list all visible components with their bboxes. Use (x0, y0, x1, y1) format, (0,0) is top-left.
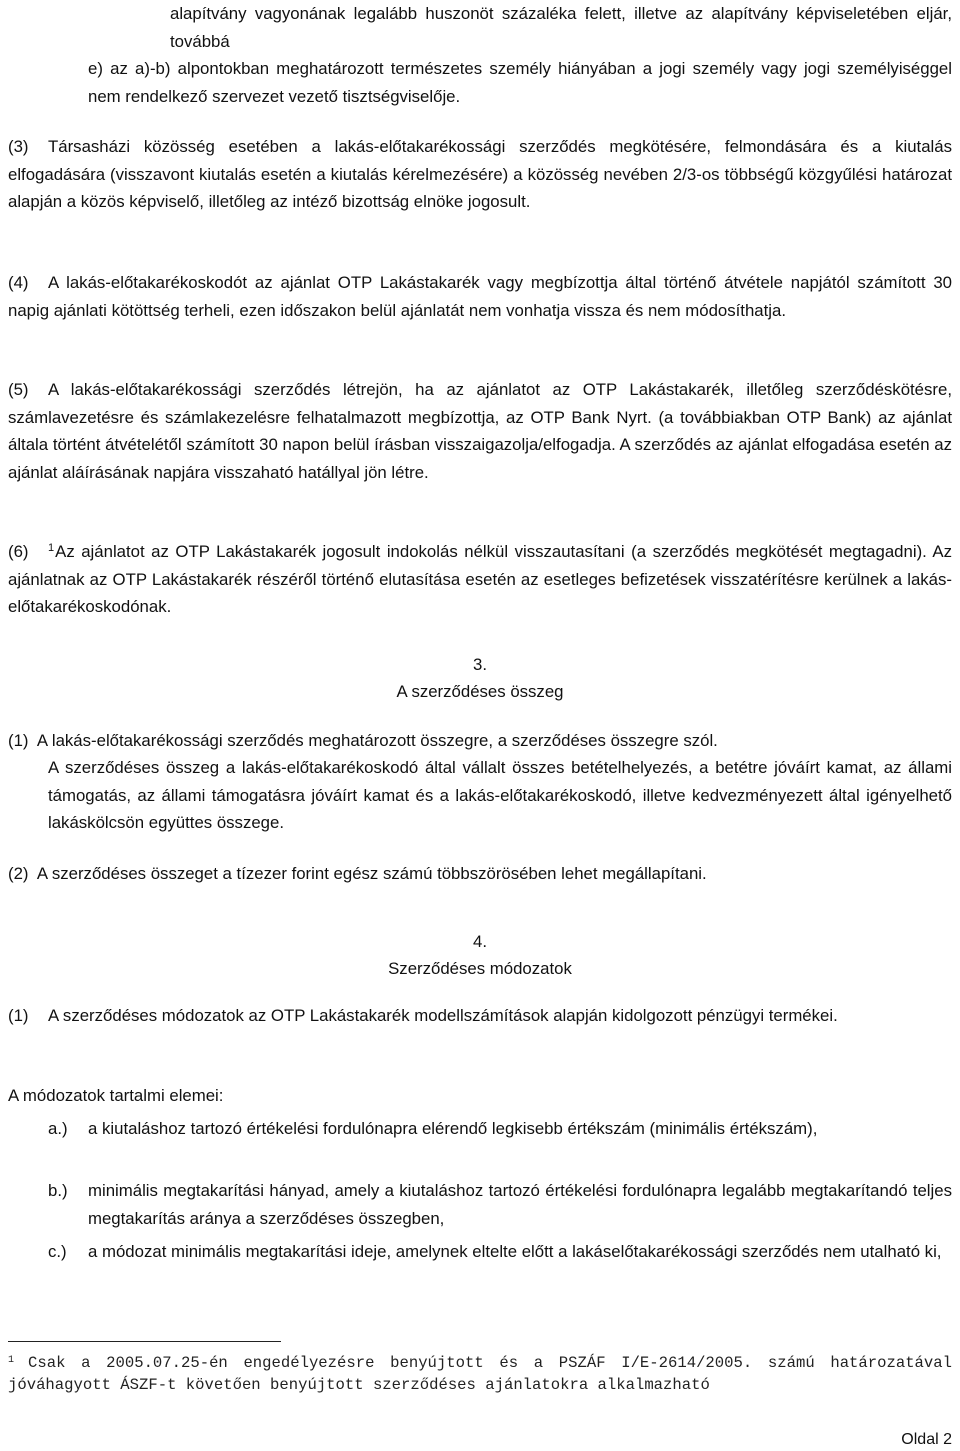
paragraph-text: A lakás-előtakarékossági szerződés meghatározott összegre, a szerződéses összegre szól. (36, 731, 718, 750)
continuation-paragraph (170, 0, 952, 55)
paragraph-text: A lakás-előtakarékossági szerződés létrejön, ha az ajánlatot az OTP Lakástakarék, illetőleg szerződéskötésre, számlavezetésre és számlakezelésre felhatalmazott megbízottja, az OTP Bank Nyrt. (a továbbiakban OTP Bank) az ajánlat általa történt átvételétől számított 30 napon belül írásban visszaigazolja/elfogadja. A szerződés az ajánlat elfogadása esetén az ajánlat aláírásának napjára visszaható hatállyal jön létre. (8, 380, 952, 482)
paragraph-5 (8, 376, 952, 486)
list-item (48, 1115, 952, 1143)
list-item-text: a módozat minimális megtakarítási ideje, amelynek eltelte előtt a lakáselőtakarékossági szerződés nem utalható ki, (88, 1242, 942, 1261)
paragraph-number: (6) (8, 542, 29, 561)
paragraph-text: A szerződéses összeget a tízezer forint egész számú többszörösében lehet megállapítani. (36, 864, 707, 883)
paragraph-number: (2) (8, 864, 29, 883)
footnote-text: Csak a 2005.07.25-én engedélyezésre benyújtott és a PSZÁF I/E-2614/2005. számú határozatával jóváhagyott ÁSZF-t követően benyújtott szerződéses ajánlatokra alkalmazható (8, 1354, 952, 1395)
list-item (48, 1177, 952, 1232)
item-e-text: e) az a)-b) alpontokban meghatározott természetes személy hiányában a jogi személy vagy jogi személyiséggel nem rendelkező szervezet vezető tisztségviselője. (88, 59, 952, 106)
section-3-paragraph-2 (8, 860, 952, 888)
elements-title: A módozatok tartalmi elemei: (8, 1086, 224, 1105)
section-3-paragraph-1 (8, 727, 952, 755)
list-item-label: c.) (48, 1242, 67, 1261)
footnote-reference[interactable]: 1 (48, 542, 55, 554)
continuation-text: alapítvány vagyonának legalább huszonöt százaléka felett, illetve az alapítvány képviseletében eljár, továbbá (170, 4, 952, 51)
footnote-marker: 1 (8, 1355, 15, 1366)
paragraph-3 (8, 133, 952, 216)
section-4-title: Szerződéses módozatok (388, 959, 572, 978)
item-e (88, 55, 952, 110)
section-4-number: 4. (473, 932, 487, 951)
footnote (8, 1350, 952, 1397)
section-3-number: 3. (473, 655, 487, 674)
paragraph-number: (1) (8, 1006, 29, 1025)
page-number: Oldal 2 (901, 1431, 952, 1448)
footnote-separator (8, 1341, 281, 1342)
paragraph-number: (5) (8, 380, 29, 399)
section-4-paragraph-1 (8, 1002, 952, 1030)
section-3-paragraph-1-continuation (48, 754, 952, 837)
section-3-title: A szerződéses összeg (396, 682, 564, 701)
paragraph-number: (4) (8, 273, 29, 292)
paragraph-text: A szerződéses módozatok az OTP Lakástakarék modellszámítások alapján kidolgozott pénzügyi termékei. (48, 1006, 838, 1025)
paragraph-text: Az ajánlatot az OTP Lakástakarék jogosult indokolás nélkül visszautasítani (a szerződés megkötését megtagadni). Az ajánlatnak az OTP Lakástakarék részéről történő elutasítása esetén az esetleges befizetések visszatérítésre kerülnek a lakás-előtakarékoskodónak. (8, 542, 952, 617)
paragraph-text: A szerződéses összeg a lakás-előtakarékoskodó által vállalt összes betételhelyezés, a betétre jóváírt kamat, az állami támogatás, az állami támogatásra jóváírt kamat és a lakás-előtakarékoskodó, illetve kedvezményezett által igényelhető lakáskölcsön együttes összege. (48, 758, 952, 833)
paragraph-6 (8, 538, 952, 621)
paragraph-text: Társasházi közösség esetében a lakás-előtakarékossági szerződés megkötésére, felmondására és a kiutalás elfogadására (visszavont kiutalás esetén a kiutalás kérelmezésére) a közösség nevében 2/3-os többségű közgyűlési határozat alapján a közös képviselő, illetőleg az intéző bizottság elnöke jogosult. (8, 137, 952, 212)
list-item (48, 1238, 952, 1266)
list-item-label: b.) (48, 1181, 68, 1200)
list-item-label: a.) (48, 1119, 68, 1138)
paragraph-4 (8, 269, 952, 324)
paragraph-number: (1) (8, 731, 29, 750)
paragraph-number: (3) (8, 137, 29, 156)
paragraph-text: A lakás-előtakarékoskodót az ajánlat OTP Lakástakarék vagy megbízottja által történő átvétele napjától számított 30 napig ajánlati kötöttség terheli, ezen időszakon belül ajánlatát nem vonhatja vissza és nem módosíthatja. (8, 273, 952, 320)
list-item-text: a kiutaláshoz tartozó értékelési fordulónapra elérendő legkisebb értékszám (minimális értékszám), (88, 1119, 818, 1138)
list-item-text: minimális megtakarítási hányad, amely a kiutaláshoz tartozó értékelési fordulónapra legalább megtakarítandó teljes megtakarítás aránya a szerződéses összegben, (88, 1181, 952, 1228)
